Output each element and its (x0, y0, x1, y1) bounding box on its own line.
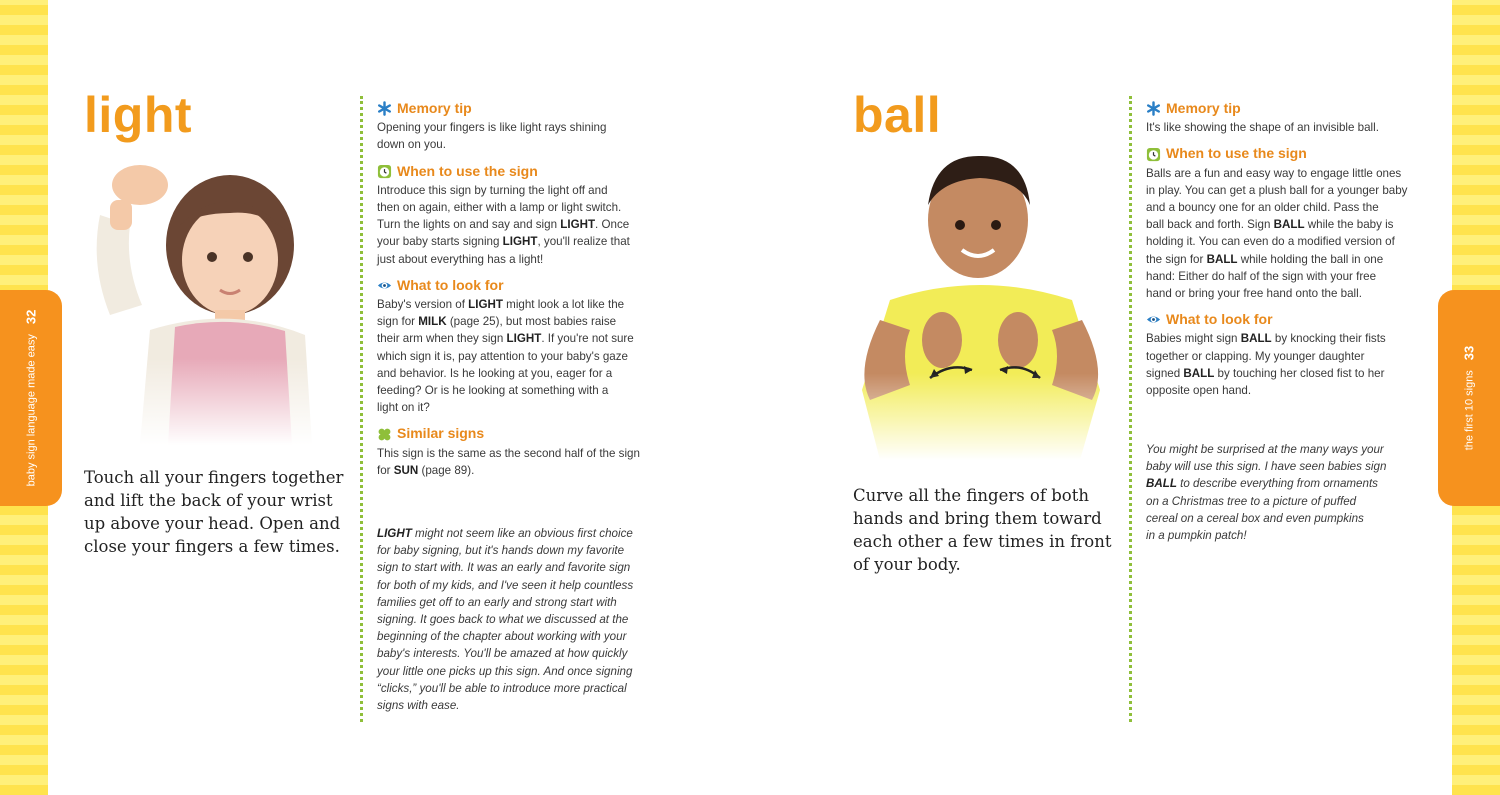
text-line: signing. It goes back to what we discussed at the (377, 613, 629, 627)
text-line: Turn the lights on and say and sign LIGHT. Once (377, 218, 630, 232)
text-line: families get off to an early and strong start with (377, 595, 617, 609)
eye-icon (1146, 312, 1161, 327)
text-line: then on again, either with a lamp or light switch. (377, 201, 622, 215)
text-line: just about everything has a light! (377, 252, 544, 266)
text-line: and a bouncy one for an older child. Pass the (1146, 201, 1379, 215)
memory-tip-heading: Memory tip (397, 100, 472, 116)
puzzle-icon (377, 427, 392, 442)
asterisk-icon (377, 101, 392, 116)
text-line: for both of my kids, and I've seen it help countless (377, 578, 634, 592)
text-line: sign to start with. It was an early and favorite sign (377, 561, 631, 575)
what-to-look-for-section (1146, 311, 1431, 399)
instruction-line: close your fingers a few times. (84, 537, 340, 556)
text-line: Baby's version of LIGHT might look a lot like the (377, 298, 625, 312)
memory-tip-section (377, 100, 657, 154)
left-info-column (377, 100, 657, 488)
left-author-note (377, 525, 657, 714)
instruction-line: and lift the back of your wrist (84, 491, 333, 510)
text-line: cereal on a cereal box and even pumpkins (1146, 511, 1364, 525)
instruction-line: up above your head. Open and (84, 514, 341, 533)
instruction-line: hands and bring them toward (853, 509, 1102, 528)
text-line: down on you. (377, 138, 446, 152)
text-line: in a pumpkin patch! (1146, 529, 1247, 543)
what-to-look-for-heading: What to look for (397, 276, 504, 293)
text-line: sign for MILK (page 25), but most babies raise (377, 315, 617, 329)
text-line: Balls are a fun and easy way to engage little ones (1146, 166, 1402, 180)
text-line: “clicks,” you'll be able to introduce more practical (377, 681, 627, 695)
text-line: for SUN (page 89). (377, 463, 475, 477)
memory-tip-section (1146, 100, 1431, 136)
when-to-use-section (377, 163, 657, 268)
when-to-use-heading: When to use the sign (397, 162, 538, 179)
right-info-column (1146, 100, 1431, 408)
left-page-number: 32 (23, 309, 39, 325)
text-line: in play. You can get a plush ball for a younger baby (1146, 183, 1408, 197)
text-line: LIGHT might not seem like an obvious first choice (377, 527, 633, 540)
instruction-line: each other a few times in front (853, 532, 1112, 551)
text-line: opposite open hand. (1146, 384, 1252, 398)
text-line: Opening your fingers is like light rays shining (377, 121, 607, 135)
left-dotted-divider (360, 96, 363, 722)
text-line: for baby signing, but it's hands down my favorite (377, 544, 625, 558)
text-line: their arm when they sign LIGHT. If you're not sure (377, 332, 634, 346)
illustration-boy-ball-sign (850, 150, 1112, 460)
text-line: the sign for BALL while holding the ball in one (1146, 252, 1384, 266)
right-tab-text: the first 10 signs (1463, 370, 1475, 451)
right-dotted-divider (1129, 96, 1132, 722)
text-line: This sign is the same as the second half of the sign (377, 446, 640, 460)
left-tab-text: baby sign language made easy (25, 334, 37, 487)
text-line: your baby starts signing LIGHT, you'll realize that (377, 235, 630, 249)
illustration-girl-light-sign (80, 155, 320, 445)
text-line: hand: Either do half of the sign with your free (1146, 269, 1377, 283)
text-line: baby will use this sign. I have seen babies sign (1146, 460, 1387, 474)
text-line: together or clapping. My younger daughter (1146, 349, 1365, 363)
similar-signs-heading: Similar signs (397, 425, 485, 442)
what-to-look-for-section (377, 277, 657, 417)
instruction-line: Touch all your fingers together (84, 468, 344, 487)
asterisk-icon (1146, 101, 1161, 116)
instruction-ball (853, 484, 1123, 576)
when-to-use-heading: When to use the sign (1166, 145, 1307, 162)
text-line: It's like showing the shape of an invisible ball. (1146, 121, 1379, 135)
text-line: which sign it is, pay attention to your baby's gaze (377, 349, 628, 363)
clock-icon (377, 164, 392, 179)
text-line: your little one picks up this sign. And once signing (377, 664, 633, 678)
text-line: on a Christmas tree to a picture of puffed (1146, 494, 1357, 508)
text-line: BALL to describe everything from ornaments (1146, 477, 1378, 491)
right-page-number: 33 (1461, 345, 1477, 361)
text-line: Babies might sign BALL by knocking their fists (1146, 332, 1386, 346)
instruction-line: of your body. (853, 555, 961, 574)
instruction-light (84, 466, 344, 558)
right-author-note (1146, 441, 1431, 544)
text-line: signs with ease. (377, 699, 460, 713)
text-line: You might be surprised at the many ways your (1146, 443, 1384, 456)
text-line: signed BALL by touching her closed fist to her (1146, 366, 1385, 380)
instruction-line: Curve all the fingers of both (853, 486, 1089, 505)
sign-word-light: light (84, 87, 193, 143)
text-line: holding it. You can even do a modified version of (1146, 235, 1395, 249)
text-line: feeding? Or is he looking at something with a (377, 384, 609, 398)
memory-tip-heading: Memory tip (1166, 100, 1241, 116)
text-line: light on it? (377, 401, 430, 415)
text-line: ball back and forth. Sign BALL while the baby is (1146, 218, 1394, 232)
text-line: Introduce this sign by turning the light off and (377, 183, 608, 197)
when-to-use-section (1146, 145, 1431, 302)
eye-icon (377, 278, 392, 293)
sign-word-ball: ball (853, 87, 942, 143)
similar-signs-section (377, 425, 657, 479)
text-line: and behavior. Is he looking at you, eager for a (377, 366, 613, 380)
text-line: beginning of the chapter about working with your (377, 630, 627, 644)
text-line: baby's interests. You'll be amazed at how quickly (377, 647, 628, 661)
right-page-tab (1438, 290, 1500, 506)
what-to-look-for-heading: What to look for (1166, 311, 1273, 328)
text-line: hand or bring your free hand onto the ball. (1146, 287, 1362, 301)
clock-icon (1146, 147, 1161, 162)
left-page-tab (0, 290, 62, 506)
